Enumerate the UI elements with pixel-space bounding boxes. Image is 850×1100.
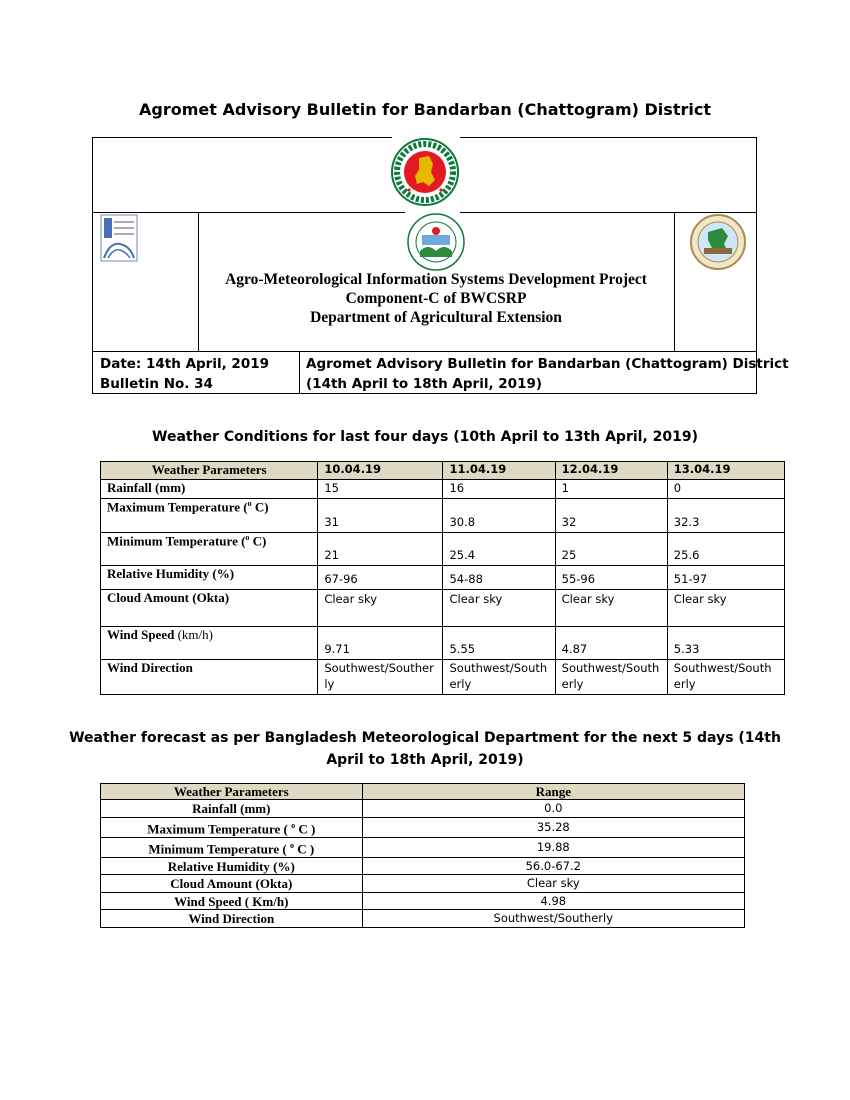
value-cell: Southwest/Southerly (318, 660, 443, 695)
value-cell: 9.71 (318, 627, 443, 660)
table-row (101, 910, 745, 928)
forecast-heading-line2: April to 18th April, 2019) (326, 752, 524, 768)
param-label: Relative Humidity (%) (101, 566, 318, 590)
bulletin-title: Agromet Advisory Bulletin for Bandarban (Chattogram) District (306, 356, 789, 372)
param-label: Minimum Temperature ($^o$ C) (101, 533, 318, 566)
value-cell: 5.55 (443, 627, 555, 660)
date-header: 10.04.19 (318, 462, 443, 480)
value-cell: 1 (555, 480, 667, 499)
table-row (101, 533, 785, 566)
param-label: Maximum Temperature ($^o$ C) (101, 499, 318, 533)
value-cell: Clear sky (318, 590, 443, 627)
bulletin-number: Bulletin No. 34 (100, 376, 213, 392)
table-row (101, 627, 785, 660)
value-cell: Clear sky (555, 590, 667, 627)
date-header: 13.04.19 (667, 462, 784, 480)
table-row (101, 818, 745, 838)
bmd-seal-icon (688, 214, 748, 270)
table-row (101, 566, 785, 590)
table-row (101, 590, 785, 627)
param-label: Wind Speed (km/h) (101, 627, 318, 660)
param-label: Cloud Amount (Okta) (101, 590, 318, 627)
value-cell: 25.6 (667, 533, 784, 566)
value-cell: 30.8 (443, 499, 555, 533)
date-header: 12.04.19 (555, 462, 667, 480)
range-header: Range (362, 784, 744, 800)
bulletin-period: (14th April to 18th April, 2019) (306, 376, 543, 392)
value-cell: Southwest/Southerly (362, 910, 744, 928)
bulletin-date: Date: 14th April, 2019 (100, 356, 270, 372)
past-conditions-heading: Weather Conditions for last four days (10th April to 13th April, 2019) (152, 429, 698, 445)
value-cell: Southwest/Southerly (555, 660, 667, 695)
value-cell: 5.33 (667, 627, 784, 660)
value-cell: 15 (318, 480, 443, 499)
value-cell: 54-88 (443, 566, 555, 590)
value-cell: 16 (443, 480, 555, 499)
value-cell: 4.98 (362, 893, 744, 910)
table-row (101, 838, 745, 858)
project-department: Department of Agricultural Extension (310, 309, 562, 326)
table-row (101, 499, 785, 533)
param-label: Maximum Temperature ( $^o$ C ) (101, 818, 363, 838)
forecast-heading-line1: Weather forecast as per Bangladesh Meteorological Department for the next 5 days (14th (69, 730, 781, 746)
param-label: Minimum Temperature ( $^o$ C ) (101, 838, 363, 858)
param-header: Weather Parameters (101, 784, 363, 800)
date-header: 11.04.19 (443, 462, 555, 480)
page-title: Agromet Advisory Bulletin for Bandarban (Chattogram) District (139, 100, 711, 119)
param-label: Wind Direction (101, 660, 318, 695)
value-cell: Clear sky (362, 875, 744, 893)
table-row (101, 660, 785, 695)
value-cell: 31 (318, 499, 443, 533)
value-cell: 51-97 (667, 566, 784, 590)
value-cell: Clear sky (667, 590, 784, 627)
table-row (101, 893, 745, 910)
value-cell: 67-96 (318, 566, 443, 590)
project-component: Component-C of BWCSRP (345, 290, 527, 307)
value-cell: 32 (555, 499, 667, 533)
bangladesh-government-seal-icon (389, 138, 461, 206)
table-row (101, 800, 745, 818)
param-label: Cloud Amount (Okta) (101, 875, 363, 893)
value-cell: 0 (667, 480, 784, 499)
param-label: Rainfall (mm) (101, 800, 363, 818)
param-label: Wind Direction (101, 910, 363, 928)
table-row (101, 875, 745, 893)
value-cell: 56.0-67.2 (362, 858, 744, 875)
value-cell: 32.3 (667, 499, 784, 533)
value-cell: 4.87 (555, 627, 667, 660)
project-logo-icon (100, 214, 138, 262)
param-label: Rainfall (mm) (101, 480, 318, 499)
value-cell: 25.4 (443, 533, 555, 566)
param-label: Wind Speed ( Km/h) (101, 893, 363, 910)
past-conditions-table (100, 461, 785, 695)
value-cell: Southwest/Southerly (443, 660, 555, 695)
value-cell: 21 (318, 533, 443, 566)
dae-seal-icon (406, 213, 466, 271)
value-cell: Clear sky (443, 590, 555, 627)
table-row (101, 480, 785, 499)
param-header: Weather Parameters (101, 462, 318, 480)
value-cell: 19.88 (362, 838, 744, 858)
value-cell: 35.28 (362, 818, 744, 838)
forecast-table (100, 783, 745, 928)
value-cell: 0.0 (362, 800, 744, 818)
value-cell: 25 (555, 533, 667, 566)
value-cell: Southwest/Southerly (667, 660, 784, 695)
param-label: Relative Humidity (%) (101, 858, 363, 875)
project-name: Agro-Meteorological Information Systems Development Project (225, 271, 647, 288)
table-row (101, 858, 745, 875)
value-cell: 55-96 (555, 566, 667, 590)
